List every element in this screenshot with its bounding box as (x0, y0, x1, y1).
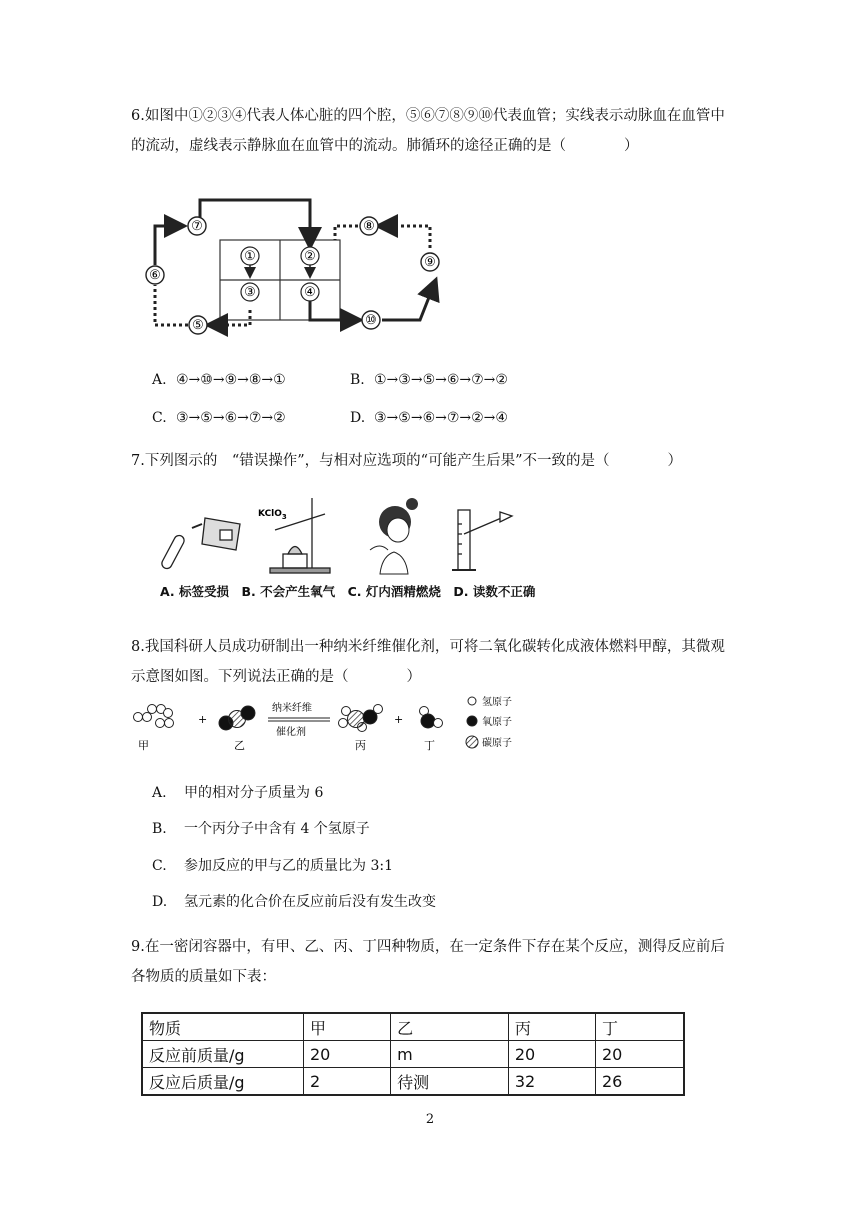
table-cell: 待测 (391, 1068, 509, 1096)
label-6: ⑥ (149, 268, 161, 283)
label-4: ④ (304, 285, 316, 300)
table-header-row (142, 1013, 684, 1041)
label-10: ⑩ (365, 313, 377, 328)
table-cell: 32 (508, 1068, 595, 1096)
name-bing: 丙 (355, 739, 366, 752)
legend-hydrogen: 氢原子 (482, 697, 512, 708)
table-cell: 甲 (304, 1013, 391, 1041)
q9-stem: 9.在一密闭容器中，有甲、乙、丙、丁四种物质，在一定条件下存在某个反应，测得反应前后各物质的质量如下表： (131, 939, 725, 985)
heart-circulation-diagram (140, 190, 450, 340)
graduated-cylinder-icon (452, 510, 512, 570)
table-cell: 丁 (595, 1013, 684, 1041)
kclo3-label: KClO$_3$ (258, 509, 287, 521)
product-water-molecule (420, 707, 443, 729)
label-5: ⑤ (192, 318, 204, 333)
q6-stem: 6.如图中①②③④代表人体心脏的四个腔，⑤⑥⑦⑧⑨⑩代表血管；实线表示动脉血在血管中的流动，虚线表示静脉血在血管中的流动。肺循环的途径正确的是（ ） (131, 108, 725, 154)
q7-caption: A. 标签受损 B. 不会产生氧气 C. 灯内酒精燃烧 D. 读数不正确 (160, 584, 536, 599)
q8-option-a[interactable]: A. 甲的相对分子质量为 6 (152, 785, 324, 801)
catalyst-top-label: 纳米纤维 (272, 703, 312, 714)
legend-carbon: 碳原子 (482, 738, 512, 749)
label-8: ⑧ (363, 219, 375, 234)
pouring-bottle-icon (160, 518, 240, 570)
page-number: 2 (425, 1112, 435, 1127)
reactant-co2-molecule (219, 706, 255, 730)
table-cell: 丙 (508, 1013, 595, 1041)
table-cell: 20 (508, 1041, 595, 1068)
catalyst-bottom-label: 催化剂 (276, 727, 306, 738)
table-cell: 20 (304, 1041, 391, 1068)
table-cell: m (391, 1041, 509, 1068)
name-jia: 甲 (138, 739, 149, 752)
table-cell: 物质 (142, 1013, 304, 1041)
name-ding: 丁 (424, 739, 435, 752)
label-7: ⑦ (191, 219, 203, 234)
plus-sign-2: + (394, 713, 404, 726)
table-cell: 26 (595, 1068, 684, 1096)
q6-option-a[interactable]: A. ④→⑩→⑨→⑧→① (152, 372, 286, 388)
label-1: ① (244, 249, 256, 264)
table-row (142, 1068, 684, 1096)
girl-lamp-icon (370, 498, 418, 574)
reactant-h2-molecules (134, 705, 174, 728)
table-cell: 乙 (391, 1013, 509, 1041)
q8-option-b[interactable]: B. 一个丙分子中含有 4 个氢原子 (152, 821, 370, 837)
q6-option-c[interactable]: C. ③→⑤→⑥→⑦→② (152, 410, 286, 426)
legend (466, 697, 478, 748)
legend-oxygen: 氧原子 (482, 717, 512, 728)
plus-sign-1: + (198, 713, 208, 726)
label-3: ③ (244, 285, 256, 300)
molecule-reaction-diagram (130, 695, 530, 759)
product-methanol-molecule (339, 705, 383, 732)
lab-operations-illustration (150, 494, 530, 578)
q8-option-d[interactable]: D. 氢元素的化合价在反应前后没有发生改变 (152, 894, 436, 910)
q6-option-b[interactable]: B. ①→③→⑤→⑥→⑦→② (350, 372, 508, 388)
label-9: ⑨ (424, 255, 436, 270)
q8-stem: 8.我国科研人员成功研制出一种纳米纤维催化剂，可将二氧化碳转化成液体燃料甲醇，其微观示意图如图。下列说法正确的是（ ） (131, 639, 725, 685)
q6-option-d[interactable]: D. ③→⑤→⑥→⑦→②→④ (350, 410, 508, 426)
table-cell: 反应前质量/g (142, 1041, 304, 1068)
mass-table (141, 1012, 685, 1096)
table-cell: 20 (595, 1041, 684, 1068)
q7-stem: 7.下列图示的 “错误操作”，与相对应选项的“可能产生后果”不一致的是（ ） (131, 453, 682, 469)
label-2: ② (304, 249, 316, 264)
table-row (142, 1041, 684, 1068)
table-cell: 反应后质量/g (142, 1068, 304, 1096)
q8-option-c[interactable]: C. 参加反应的甲与乙的质量比为 3:1 (152, 858, 393, 874)
name-yi: 乙 (234, 739, 245, 752)
table-cell: 2 (304, 1068, 391, 1096)
